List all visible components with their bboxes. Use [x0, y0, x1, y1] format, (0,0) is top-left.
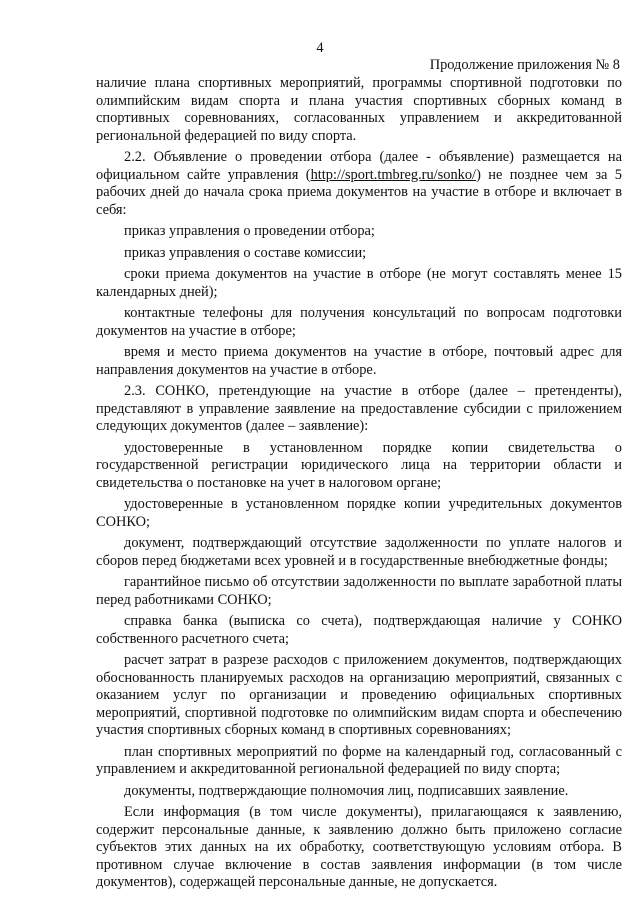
paragraph-announcement [96, 149, 622, 219]
list-item-registration-copies: удостоверенные в установленном порядке копии свидетельства о государственной регистрации юридического лица на территории области и свидетельства о постановке на учет в налоговом органе; [96, 439, 622, 491]
list-item-events-plan: план спортивных мероприятий по форме на календарный год, согласованный с управлением и аккредитованной региональной федерацией по виду спорта; [96, 743, 622, 777]
list-item-bank-statement: справка банка (выписка со счета), подтверждающая наличие у СОНКО собственного расчетного счета; [96, 613, 622, 647]
list-item-founding-documents: удостоверенные в установленном порядке копии учредительных документов СОНКО; [96, 496, 622, 530]
list-item-submission-period: сроки приема документов на участие в отборе (не могут составлять менее 15 календарных дней); [96, 266, 622, 300]
appendix-continuation-label: Продолжение приложения № 8 [429, 57, 620, 73]
list-item-cost-calculation: расчет затрат в разрезе расходов с приложением документов, подтверждающих обоснованность планируемых расходов на организацию мероприятий, связанных с оказанием услуг по организации и проведению официальных спортивных мероприятий, спортивной подготовке по олимпийским видам спорта и обеспечению участия спортивных сборных команд в спортивных соревнованиях; [96, 652, 622, 738]
list-item-order-selection: приказ управления о проведении отбора; [124, 223, 375, 239]
list-item-submission-place: время и место приема документов на участие в отборе, почтовый адрес для направления документов на участие в отборе. [96, 344, 622, 378]
paragraph-applicants: 2.3. СОНКО, претендующие на участие в отборе (далее – претенденты), представляют в управление заявление на предоставление субсидии с приложением следующих документов (далее – заявление): [96, 383, 622, 434]
list-item-order-commission: приказ управления о составе комиссии; [124, 244, 367, 261]
list-item-guarantee-letter: гарантийное письмо об отсутствии задолженности по выплате заработной платы перед работниками СОНКО; [96, 574, 622, 608]
list-item-contact-phones: контактные телефоны для получения консультаций по вопросам подготовки документов на участие в отборе; [96, 305, 622, 339]
list-item-authority-documents: документы, подтверждающие полномочия лиц, подписавших заявление. [124, 782, 569, 799]
website-link[interactable]: http://sport.tmbreg.ru/sonko/ [310, 166, 477, 183]
document-body [96, 75, 622, 896]
page-number: 4 [316, 40, 324, 56]
list-item-tax-debt-certificate: документ, подтверждающий отсутствие задолженности по уплате налогов и сборов перед бюджетами всех уровней и в государственные внебюджетные фонды; [96, 535, 622, 569]
paragraph-sports-plan: наличие плана спортивных мероприятий, программы спортивной подготовки по олимпийским видам спорта и плана участия спортивных сборных команд в спортивных соревнованиях, согласованных управлением и аккредитованной региональной федерацией по виду спорта. [96, 75, 622, 144]
announcement-text-start: 2.2. Объявление о проведении отбора (далее - объявление) размещается на официальном сайте управления ( [96, 149, 622, 183]
paragraph-personal-data: Если информация (в том числе документы), прилагающаяся к заявлению, содержит персональные данные, к заявлению должно быть приложено согласие субъектов этих данных на их обработку, соответствующую условиям отбора. В противном случае включение в состав заявления информации (в том числе документов), содержащей персональные данные, не допускается. [96, 804, 622, 890]
announcement-text-end: ) не позднее чем за 5 рабочих дней до начала срока приема документов на участие в отборе и включает в себя: [96, 166, 622, 218]
